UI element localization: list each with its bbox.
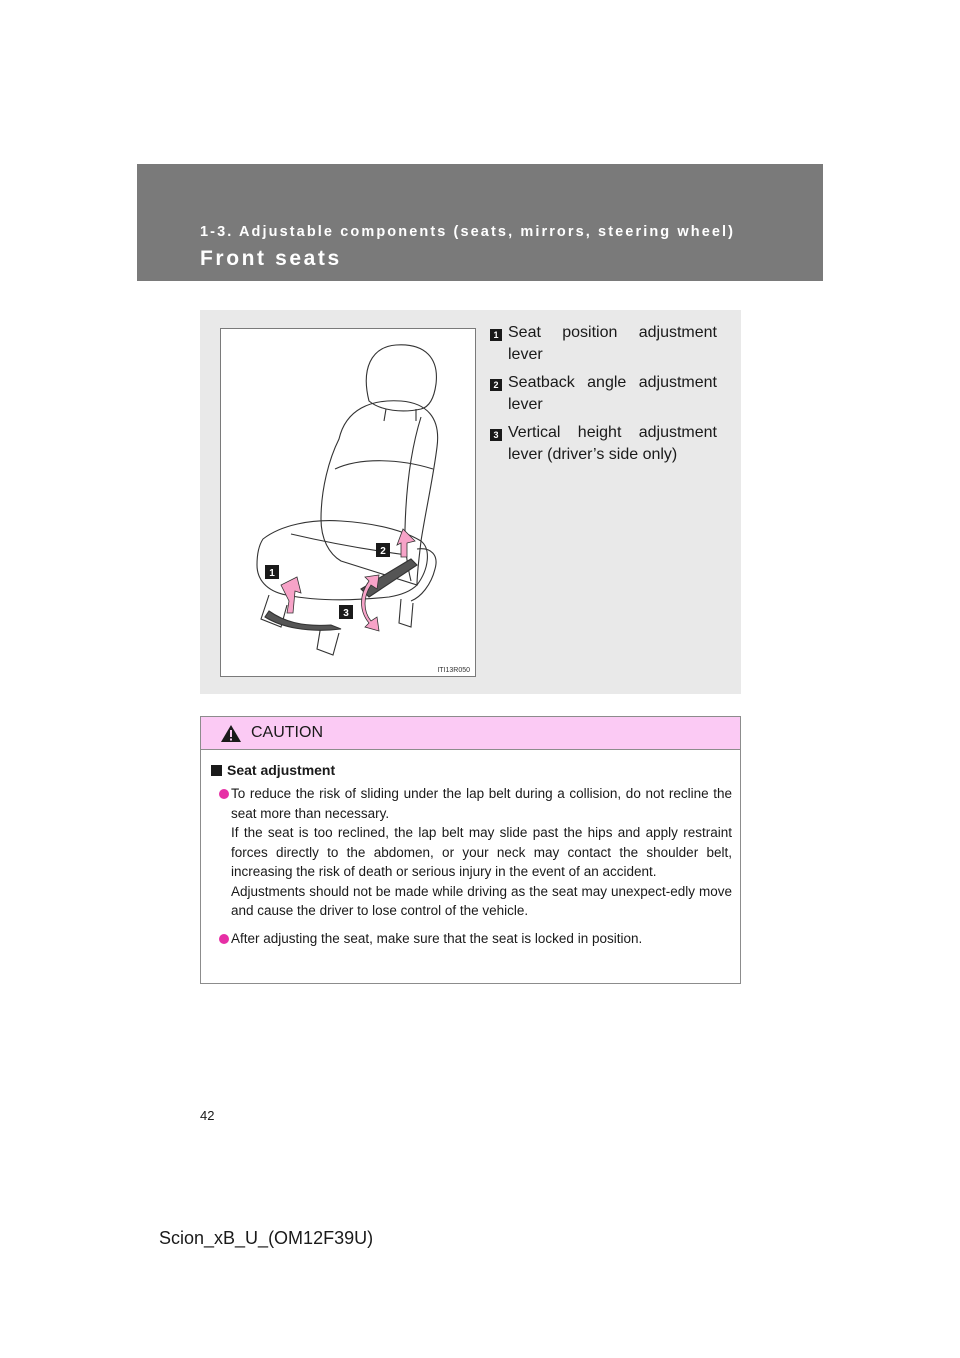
legend-number-badge: 1 [490,329,502,341]
caution-header [201,717,740,750]
bullet-paragraph: After adjusting the seat, make sure that the seat is locked in position. [231,930,643,946]
legend-text: Vertical height adjustment lever (driver’s side only) [508,424,717,463]
page-title: Front seats [200,247,342,270]
page-number: 42 [200,1108,215,1123]
callout-2: 2 [380,546,386,557]
legend-text: Seat position adjustment lever [508,324,717,363]
seatback-outline [321,401,438,585]
warning-triangle-icon [220,724,242,743]
legend-text: Seatback angle adjustment lever [508,374,717,413]
arrow-2 [397,529,415,557]
caution-title: CAUTION [251,724,323,741]
callout-1: 1 [269,568,275,579]
bullet-dot-icon [219,934,229,944]
figure-code: ITI13R050 [437,667,470,674]
callout-3: 3 [343,608,349,619]
bullet-paragraph: To reduce the risk of sliding under the lap belt during a collision, do not recline the seat more than necessary. [231,786,732,821]
chapter-header-band [137,164,823,281]
seat-illustration [220,328,476,677]
right-rail [399,599,413,627]
arrow-3 [362,575,380,631]
subsection-title: Seat adjustment [227,762,336,778]
square-bullet-icon [211,765,222,776]
document-code: Scion_xB_U_(OM12F39U) [159,1228,374,1248]
subsection-heading [211,762,732,778]
position-lever-bar [265,611,341,630]
caution-bullet [211,784,732,921]
caution-body [201,750,740,948]
bullet-paragraph: If the seat is too reclined, the lap belt may slide past the hips and apply restraint forces directly to the abdomen, or your neck may contact the shoulder belt, increasing the risk of death or serious injury in the event of an accident. [231,825,732,879]
figure-legend [490,322,717,472]
figure-panel [200,310,741,694]
legend-number-badge: 2 [490,379,502,391]
bullet-dot-icon [219,789,229,799]
legend-item [490,372,717,416]
section-label: 1-3. Adjustable components (seats, mirrors, steering wheel) [200,224,736,240]
legend-item [490,322,717,366]
caution-box [200,716,741,984]
seatback-seam [335,461,433,469]
bullet-paragraph: Adjustments should not be made while driving as the seat may unexpect-edly move and cause the driver to lose control of the vehicle. [231,883,732,918]
legend-number-badge: 3 [490,429,502,441]
seat-drawing [221,329,475,676]
caution-bullet [211,929,732,949]
legend-item [490,422,717,466]
